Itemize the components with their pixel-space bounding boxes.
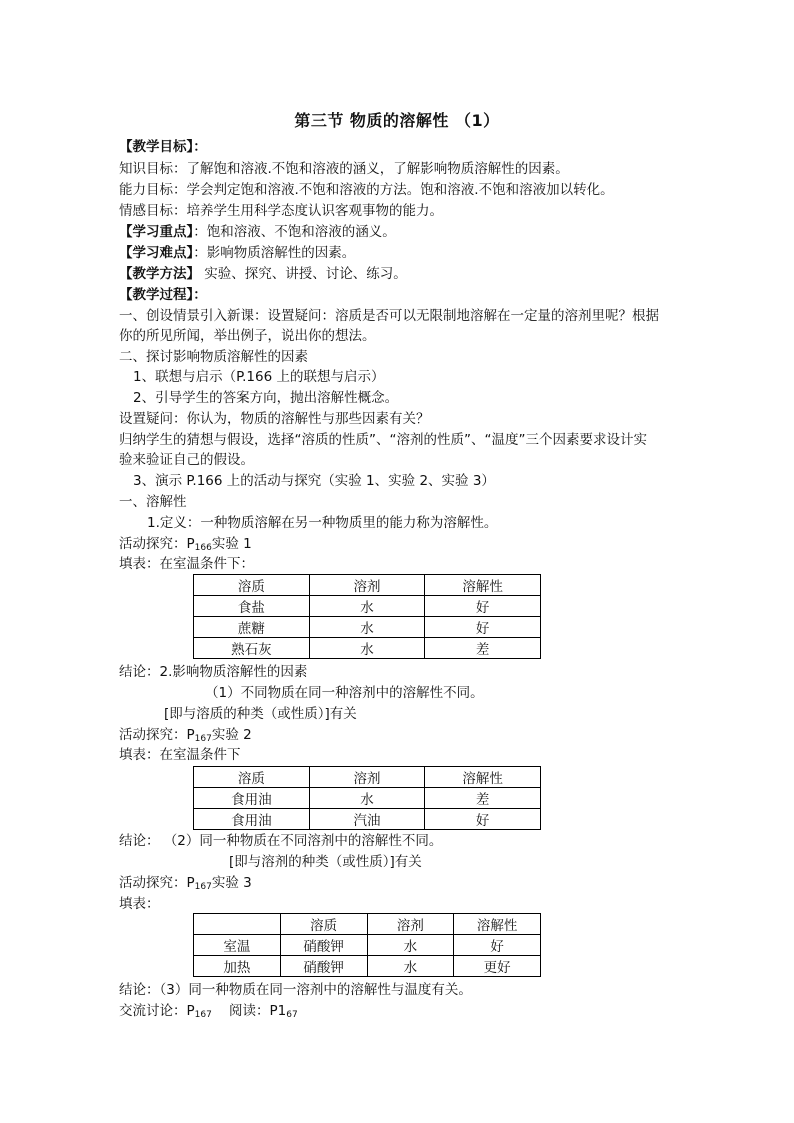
process-step-2: 二、探讨影响物质溶解性的因素 xyxy=(119,349,308,365)
exp2-table xyxy=(193,766,541,830)
emotion-objective: 情感目标：培养学生用科学态度认识客观事物的能力。 xyxy=(119,203,443,219)
table-row xyxy=(194,788,541,809)
ability-objective: 能力目标：学会判定饱和溶液.不饱和溶液的方法。饱和溶液.不饱和溶液加以转化。 xyxy=(119,182,614,198)
table-header-cell: 溶解性 xyxy=(425,575,541,596)
table-row xyxy=(194,596,541,617)
exp2-conclusion: 结论： （2）同一种物质在不同溶剂中的溶解性不同。 xyxy=(119,833,443,849)
exp1-fill: 填表：在室温条件下： xyxy=(119,556,254,572)
table-row xyxy=(194,956,541,977)
process-step-3: 3、演示 P.166 上的活动与探究（实验 1、实验 2、实验 3） xyxy=(133,473,495,489)
difficulties: 【学习难点】：影响物质溶解性的因素。 xyxy=(119,245,356,261)
knowledge-objective: 知识目标：了解饱和溶液.不饱和溶液的涵义，了解影响物质溶解性的因素。 xyxy=(119,161,569,177)
key-points: 【学习重点】：饱和溶液、不饱和溶液的涵义。 xyxy=(119,224,396,240)
table-header-cell: 溶剂 xyxy=(309,767,425,788)
summary-1: 归纳学生的猜想与假设，选择“溶质的性质”、“溶剂的性质”、“温度”三个因素要求设计实 xyxy=(119,432,647,448)
table-cell: 硝酸钾 xyxy=(280,935,367,956)
table-header-cell: 溶剂 xyxy=(367,914,454,935)
process-step-2-1: 1、联想与启示（P.166 上的联想与启示） xyxy=(133,369,385,385)
table-header-cell: 溶质 xyxy=(194,767,310,788)
table-cell: 差 xyxy=(425,788,541,809)
table-cell: 好 xyxy=(454,935,541,956)
table-cell: 好 xyxy=(425,596,541,617)
table-header-row xyxy=(194,767,541,788)
section-solubility: 一、溶解性 xyxy=(119,494,187,510)
process-step-1: 一、创设情景引入新课：设置疑问：溶质是否可以无限制地溶解在一定量的溶剂里呢？根据 xyxy=(119,308,659,324)
summary-2: 验来验证自己的假设。 xyxy=(119,452,254,468)
table-cell: 水 xyxy=(309,617,425,638)
exp3-fill: 填表： xyxy=(119,896,160,912)
table-row xyxy=(194,935,541,956)
process-heading: 【教学过程】： xyxy=(119,287,207,303)
process-step-2-2: 2、引导学生的答案方向，抛出溶解性概念。 xyxy=(133,390,399,406)
table-header-cell: 溶解性 xyxy=(425,767,541,788)
exp1-conclusion-1: （1）不同物质在同一种溶剂中的溶解性不同。 xyxy=(205,685,484,701)
table-cell: 更好 xyxy=(454,956,541,977)
exp1-label: 活动探究：$P_{166}$实验 1 xyxy=(119,536,252,553)
table-row xyxy=(194,638,541,659)
table-cell: 差 xyxy=(425,638,541,659)
exp2-label: 活动探究：$P_{167}$实验 2 xyxy=(119,727,252,744)
table-cell: 食用油 xyxy=(194,788,310,809)
discussion-line: 交流讨论：$P_{167}$ 阅读：$P1_{67}$ xyxy=(119,1003,298,1020)
table-header-row xyxy=(194,575,541,596)
table-header-cell: 溶解性 xyxy=(454,914,541,935)
table-header-cell: 溶质 xyxy=(194,575,310,596)
table-cell: 水 xyxy=(367,935,454,956)
table-header-row xyxy=(194,914,541,935)
question: 设置疑问：你认为，物质的溶解性与那些因素有关？ xyxy=(119,411,430,427)
table-cell: 好 xyxy=(425,809,541,830)
table-cell: 水 xyxy=(309,596,425,617)
table-cell: 汽油 xyxy=(309,809,425,830)
table-header-cell: 溶质 xyxy=(280,914,367,935)
table-cell: 好 xyxy=(425,617,541,638)
table-cell: 加热 xyxy=(194,956,281,977)
page-title: 第三节 物质的溶解性 （1） xyxy=(294,111,500,130)
exp1-table xyxy=(193,574,541,659)
table-cell: 食盐 xyxy=(194,596,310,617)
exp3-conclusion: 结论：（3）同一种物质在同一溶剂中的溶解性与温度有关。 xyxy=(119,982,472,998)
table-row xyxy=(194,809,541,830)
table-cell: 食用油 xyxy=(194,809,310,830)
exp1-conclusion-1b: [即与溶质的种类（或性质）]有关 xyxy=(164,706,357,722)
table-cell: 水 xyxy=(367,956,454,977)
table-header-cell xyxy=(194,914,281,935)
table-cell: 蔗糖 xyxy=(194,617,310,638)
table-cell: 水 xyxy=(309,638,425,659)
table-cell: 熟石灰 xyxy=(194,638,310,659)
exp3-label: 活动探究：$P_{167}$实验 3 xyxy=(119,875,252,892)
exp2-conclusion-b: [即与溶剂的种类（或性质）]有关 xyxy=(229,854,422,870)
exp1-conclusion: 结论：2.影响物质溶解性的因素 xyxy=(119,664,308,680)
table-cell: 水 xyxy=(309,788,425,809)
table-row xyxy=(194,617,541,638)
table-cell: 硝酸钾 xyxy=(280,956,367,977)
table-cell: 室温 xyxy=(194,935,281,956)
process-step-1b: 你的所见所闻，举出例子，说出你的想法。 xyxy=(119,328,376,344)
teaching-methods: 【教学方法】 实验、探究、讲授、讨论、练习。 xyxy=(119,266,407,282)
definition: 1.定义：一种物质溶解在另一种物质里的能力称为溶解性。 xyxy=(147,515,498,531)
exp3-table xyxy=(193,913,541,977)
table-header-cell: 溶剂 xyxy=(309,575,425,596)
exp2-fill: 填表：在室温条件下 xyxy=(119,747,241,763)
objectives-heading: 【教学目标】： xyxy=(119,139,207,155)
